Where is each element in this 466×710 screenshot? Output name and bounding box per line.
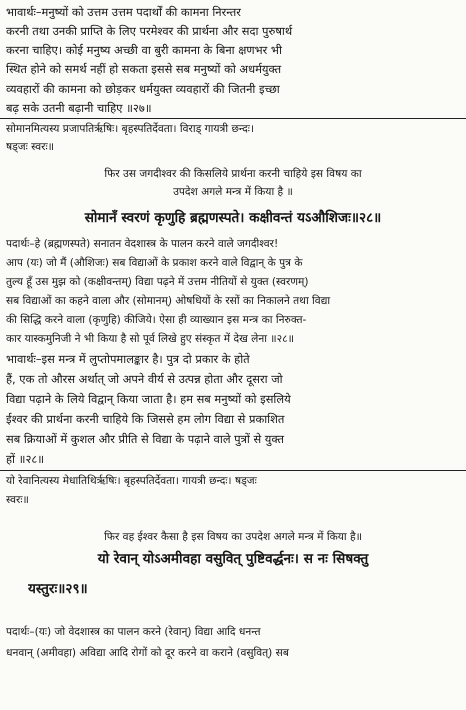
mantra-line: यो रेवान् योऽअमीवहा वसुवित् पुष्टिवर्द्धनः। स नः सिषक्तु [97, 551, 369, 567]
body-line: की सिद्धि करने वाला (कृणुहि) कीजिये। ऐसा ही व्याख्यान इस मन्त्र का निरुक्त- [6, 314, 307, 326]
body-line: हैं, एक तो औरस अर्थात् जो अपने वीर्य से उत्पन्न होता और दूसरा जो [6, 372, 283, 386]
body-line: स्थित होने को समर्थ नहीं हो सकता इससे सब मनुष्यों को अधर्मयुक्त [6, 62, 282, 76]
bhavartha-line: भावार्थः–इस मन्त्र में लुप्तोपमालङ्कार है। पुत्र दो प्रकार के होते [6, 352, 250, 366]
body-line: कार यास्कमुनिजी ने भी किया है सो पूर्व लिखे हुए संस्कृत में देख लेना ॥२८॥ [6, 333, 295, 345]
metadata-line: षड्जः स्वरः॥ [6, 141, 54, 153]
body-line: बढ़ सके उतनी बढ़ानी चाहिए ॥२७॥ [6, 101, 152, 115]
metadata-line: स्वरः॥ [6, 494, 29, 506]
padartha-line: पदार्थः–(यः) जो वेदशास्त्र का पालन करने (रेवान्) विद्या आदि धनन्त [6, 626, 261, 638]
metadata-line: यो रेवानित्यस्य मेधातिथिर्ऋषिः। बृहस्पतिर्देवता। गायत्री छन्दः। षड्जः [6, 475, 257, 487]
body-line: करनी तथा उनकी प्राप्ति के लिए परमेश्वर की प्रार्थना और सदा पुरुषार्थ [6, 24, 293, 38]
body-line: सब क्रियाओं में कुशल और प्रीति से विद्या के पढ़ाने वाले पुत्रों से युक्त [6, 432, 285, 446]
body-line: धनवान् (अमीवहा) अविद्या आदि रोगों को दूर करने वा कराने (वसुवित्) सब [6, 647, 289, 659]
intro-line: फिर वह ईश्वर कैसा है इस विषय का उपदेश अगले मन्त्र में किया है॥ [104, 531, 362, 543]
body-line: सब विद्याओं का कहने वाला और (सोमानम्) ओषधियों के रसों का निकालने तथा विद्या [6, 295, 331, 307]
divider-rule [0, 470, 466, 471]
intro-line: फिर उस जगदीश्वर की किसलिये प्रार्थना करनी चाहिये इस विषय का [104, 168, 362, 180]
padartha-line: पदार्थः–हे (ब्रह्मणस्पते) सनातन वेदशास्त्र के पालन करने वाले जगदीश्वर! [6, 238, 279, 250]
body-line: ईश्वर की प्रार्थना करनी चाहिये कि जिससे हम लोग विद्या से प्रकाशित [6, 412, 285, 426]
divider-rule [0, 118, 466, 119]
mantra-line: यस्तुरः॥२९॥ [28, 581, 88, 597]
body-line: करना चाहिए। कोई मनुष्य अच्छी वा बुरी कामना के बिना क्षणभर भी [6, 43, 282, 57]
mantra-line: सोमानँ स्वरणं कृणुहि ब्रह्मणस्पते। कक्षीवन्तं यऽऔशिजः॥२८॥ [84, 210, 382, 226]
intro-line: उपदेश अगले मन्त्र में किया है ॥ [173, 186, 293, 198]
body-line: आप (यः) जो मैं (औशिजः) सब विद्याओं के प्रकाश करने वाले विद्वान् के पुत्र के [6, 257, 303, 269]
body-line: व्यवहारों की कामना को छोड़कर धर्मयुक्त व्यवहारों की जितनी इच्छा [6, 82, 280, 96]
bhavartha-line: भावार्थः–मनुष्यों को उत्तम उत्तम पदार्थों की कामना निरन्तर [6, 5, 241, 19]
metadata-line: सोमानमित्यस्य प्रजापतिर्ऋषिः। बृहस्पतिर्देवता। विराड् गायत्री छन्दः। [6, 123, 254, 135]
body-line: विद्या पढ़ाने के लिये विद्वान् किया जाता है। हम सब मनुष्यों को इसलिये [6, 392, 291, 406]
body-line: तुल्य हूँ उस मुझ को (कक्षीवन्तम्) विद्या पढ़ने में उत्तम नीतियों से युक्त (स्वरणम्) [6, 276, 309, 288]
body-line: हों ॥२८॥ [6, 452, 45, 466]
